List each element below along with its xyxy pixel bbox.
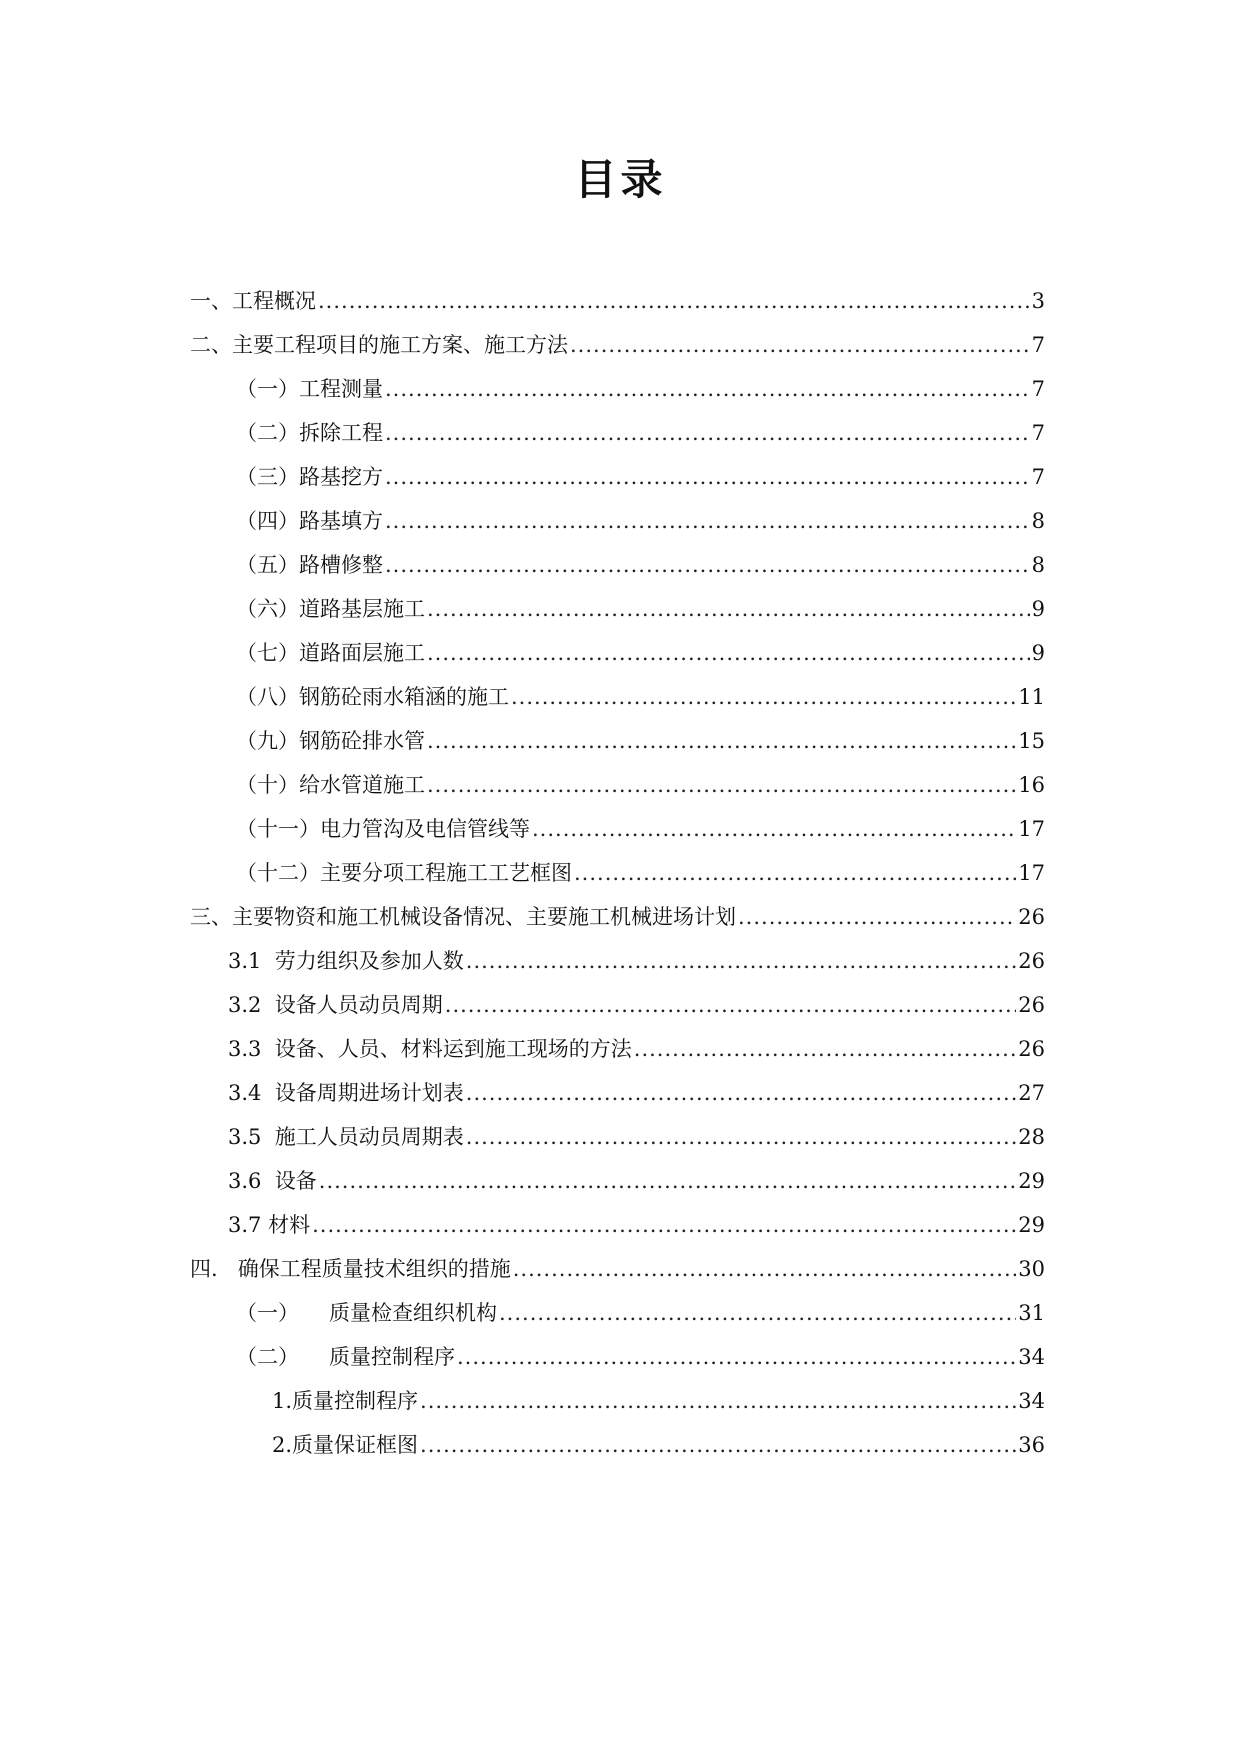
toc-entry-number: （二）	[236, 1345, 299, 1369]
toc-entry[interactable]	[228, 1031, 1045, 1067]
toc-entry-label	[228, 987, 445, 1023]
toc-page-number: 8	[1031, 509, 1045, 533]
toc-page-number: 7	[1031, 465, 1045, 489]
toc-entry-label	[272, 1383, 420, 1419]
toc-entry-label	[236, 591, 427, 627]
toc-entry[interactable]	[236, 503, 1045, 539]
toc-entry-label	[236, 679, 511, 715]
toc-entry-number: （二）	[236, 421, 299, 445]
toc-page-number: 17	[1018, 817, 1045, 841]
toc-entry-number: （五）	[236, 553, 299, 577]
toc-entry-number: 3.5	[228, 1125, 262, 1149]
dot-leader	[420, 1383, 1016, 1419]
toc-entry-number: （一）	[236, 377, 299, 401]
toc-entry[interactable]	[190, 1251, 1045, 1287]
toc-entry-number: 3.4	[228, 1081, 262, 1105]
toc-entry-number: 一、	[190, 289, 232, 313]
dot-leader	[466, 1119, 1017, 1155]
toc-page-number: 15	[1018, 729, 1045, 753]
toc-entry-number: （三）	[236, 465, 299, 489]
toc-entry-label	[228, 1207, 312, 1243]
toc-entry-number: 1.	[272, 1389, 293, 1413]
toc-entry-text: 电力管沟及电信管线等	[320, 817, 530, 841]
toc-entry-label	[236, 1339, 457, 1375]
toc-entry-text: 设备周期进场计划表	[274, 1081, 464, 1105]
toc-entry-text: 拆除工程	[299, 421, 383, 445]
toc-entry-label	[228, 1163, 319, 1199]
dot-leader	[570, 327, 1030, 363]
dot-leader	[574, 855, 1016, 891]
toc-entry-text: 主要工程项目的施工方案、施工方法	[232, 333, 568, 357]
toc-entry-text: 路槽修整	[299, 553, 383, 577]
toc-entry[interactable]	[272, 1383, 1045, 1419]
toc-page-number: 16	[1018, 773, 1045, 797]
dot-leader	[385, 459, 1030, 495]
dot-leader	[312, 1207, 1016, 1243]
dot-leader	[420, 1427, 1016, 1463]
toc-entry[interactable]	[236, 591, 1045, 627]
dot-leader	[385, 503, 1030, 539]
toc-entry-label	[190, 899, 738, 935]
toc-page-number: 34	[1018, 1345, 1045, 1369]
toc-entry-text: 主要分项工程施工工艺框图	[320, 861, 572, 885]
toc-page-number: 27	[1018, 1081, 1045, 1105]
dot-leader	[634, 1031, 1017, 1067]
toc-entry[interactable]	[236, 811, 1045, 847]
toc-entry[interactable]	[236, 679, 1045, 715]
toc-page-number: 34	[1018, 1389, 1045, 1413]
toc-entry-text: 钢筋砼雨水箱涵的施工	[299, 685, 509, 709]
toc-entry-text: 材料	[268, 1213, 311, 1237]
dot-leader	[385, 371, 1030, 407]
toc-entry-label	[236, 723, 427, 759]
toc-entry-text: 设备	[274, 1169, 317, 1193]
dot-leader	[427, 723, 1016, 759]
toc-entry-text: 道路面层施工	[299, 641, 425, 665]
toc-entry[interactable]	[190, 899, 1045, 935]
dot-leader	[499, 1295, 1016, 1331]
toc-entry-text: 主要物资和施工机械设备情况、主要施工机械进场计划	[232, 905, 736, 929]
toc-entry[interactable]	[236, 547, 1045, 583]
toc-entry[interactable]	[236, 767, 1045, 803]
toc-entry-label	[236, 503, 385, 539]
toc-page-number: 29	[1018, 1169, 1045, 1193]
toc-entry-label	[228, 1119, 466, 1155]
toc-entry-number: 3.1	[228, 949, 262, 973]
dot-leader	[466, 1075, 1017, 1111]
toc-entry-label	[236, 1295, 499, 1331]
toc-entry-number: （八）	[236, 685, 299, 709]
toc-entry[interactable]	[236, 723, 1045, 759]
toc-entry-number: 3.3	[228, 1037, 262, 1061]
toc-entry-number: （六）	[236, 597, 299, 621]
toc-entry-text: 设备、人员、材料运到施工现场的方法	[274, 1037, 632, 1061]
toc-entry[interactable]	[190, 327, 1045, 363]
dot-leader	[427, 767, 1016, 803]
page-title: 目录	[574, 155, 667, 204]
toc-entry-label	[236, 855, 574, 891]
toc-page-number: 9	[1031, 641, 1045, 665]
toc-entry-number: （十）	[236, 773, 299, 797]
toc-page-number: 26	[1018, 949, 1045, 973]
toc-entry-text: 道路基层施工	[299, 597, 425, 621]
toc-entry-number: （十二）	[236, 861, 320, 885]
toc-entry-number: （十一）	[236, 817, 320, 841]
toc-entry-number: 3.7	[228, 1213, 262, 1237]
dot-leader	[427, 635, 1030, 671]
toc-entry-text: 质量控制程序	[329, 1345, 455, 1369]
toc-entry[interactable]	[228, 1075, 1045, 1111]
toc-entry-label	[190, 283, 318, 319]
dot-leader	[513, 1251, 1017, 1287]
toc-entry-number: 二、	[190, 333, 232, 357]
toc-page-number: 9	[1031, 597, 1045, 621]
toc-entry[interactable]	[228, 987, 1045, 1023]
toc-page-number: 26	[1018, 993, 1045, 1017]
dot-leader	[318, 283, 1030, 319]
toc-entry-label	[236, 767, 427, 803]
toc-entry-number: 四.	[190, 1257, 218, 1281]
toc-entry-text: 质量保证框图	[292, 1433, 419, 1457]
toc-entry-label	[228, 943, 466, 979]
toc-entry-label	[236, 635, 427, 671]
toc-entry[interactable]	[236, 1295, 1045, 1331]
toc-page-number: 17	[1018, 861, 1045, 885]
toc-entry-text: 质量控制程序	[292, 1389, 419, 1413]
toc-entry[interactable]	[236, 459, 1045, 495]
toc-entry-label	[236, 459, 385, 495]
toc-entry[interactable]	[228, 1207, 1045, 1243]
dot-leader	[511, 679, 1016, 715]
toc-entry-text: 工程概况	[232, 289, 316, 313]
toc-page-number: 36	[1018, 1433, 1045, 1457]
toc-entry[interactable]	[190, 283, 1045, 319]
dot-leader	[445, 987, 1017, 1023]
toc-entry-label	[190, 1251, 513, 1287]
toc-entry-text: 工程测量	[299, 377, 383, 401]
dot-leader	[427, 591, 1030, 627]
toc-entry[interactable]	[236, 371, 1045, 407]
toc-entry[interactable]	[272, 1427, 1045, 1463]
toc-entry-label	[236, 415, 385, 451]
toc-page-number: 26	[1018, 1037, 1045, 1061]
toc-entry-text: 路基挖方	[299, 465, 383, 489]
toc-page-number: 7	[1031, 333, 1045, 357]
toc-entry-number: （四）	[236, 509, 299, 533]
dot-leader	[457, 1339, 1016, 1375]
toc-entry-text: 给水管道施工	[299, 773, 425, 797]
toc-entry-number: （七）	[236, 641, 299, 665]
toc-page-number: 8	[1031, 553, 1045, 577]
toc-entry-number: 三、	[190, 905, 232, 929]
toc-entry-label	[228, 1075, 466, 1111]
dot-leader	[385, 415, 1030, 451]
toc-entry-number: 2.	[272, 1433, 293, 1457]
toc-entry-number: （九）	[236, 729, 299, 753]
toc-entry[interactable]	[236, 635, 1045, 671]
dot-leader	[385, 547, 1030, 583]
toc-entry[interactable]	[236, 1339, 1045, 1375]
toc-entry[interactable]	[228, 1119, 1045, 1155]
toc-entry-label	[236, 811, 532, 847]
toc-entry-text: 路基填方	[299, 509, 383, 533]
toc-page-number: 7	[1031, 421, 1045, 445]
toc-entry[interactable]	[236, 415, 1045, 451]
dot-leader	[532, 811, 1016, 847]
toc-entry-number: 3.6	[228, 1169, 262, 1193]
toc-page-number: 3	[1031, 289, 1045, 313]
toc-page-number: 11	[1018, 685, 1045, 709]
toc-page-number: 31	[1018, 1301, 1045, 1325]
dot-leader	[738, 899, 1016, 935]
toc-entry-number: 3.2	[228, 993, 262, 1017]
toc-entry-label	[272, 1427, 420, 1463]
toc-page-number: 30	[1018, 1257, 1045, 1281]
toc-entry[interactable]	[228, 943, 1045, 979]
toc-entry-text: 设备人员动员周期	[274, 993, 443, 1017]
toc-entry-label	[236, 371, 385, 407]
toc-page-number: 26	[1018, 905, 1045, 929]
toc-entry-label	[236, 547, 385, 583]
toc-page-number: 7	[1031, 377, 1045, 401]
toc-page-number: 28	[1018, 1125, 1045, 1149]
toc-entry-text: 劳力组织及参加人数	[274, 949, 464, 973]
toc-entry-text: 施工人员动员周期表	[274, 1125, 464, 1149]
toc-entry-text: 钢筋砼排水管	[299, 729, 425, 753]
dot-leader	[466, 943, 1017, 979]
toc-entry[interactable]	[228, 1163, 1045, 1199]
toc-entry-number: （一）	[236, 1301, 299, 1325]
toc-entry-text: 确保工程质量技术组织的措施	[237, 1257, 511, 1281]
toc-entry-label	[228, 1031, 634, 1067]
toc-entry-text: 质量检查组织机构	[329, 1301, 497, 1325]
dot-leader	[319, 1163, 1017, 1199]
toc-entry[interactable]	[236, 855, 1045, 891]
toc-page-number: 29	[1018, 1213, 1045, 1237]
toc-entry-label	[190, 327, 570, 363]
